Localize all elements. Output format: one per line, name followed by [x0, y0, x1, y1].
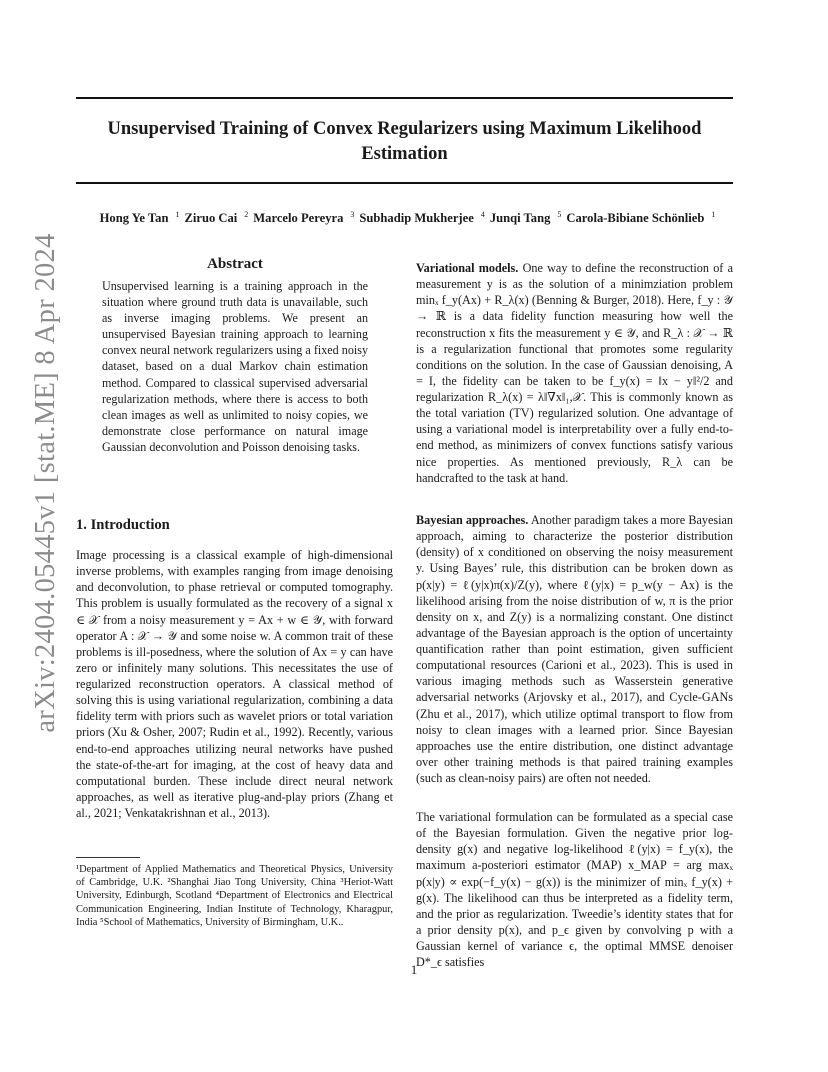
author-name: Carola-Bibiane Schönlieb: [566, 211, 705, 226]
variational-models-heading: Variational models.: [416, 261, 519, 275]
author-affiliation-mark: 3: [350, 210, 355, 219]
author-entry: [95, 211, 180, 225]
page-number: 1: [410, 962, 418, 977]
author-affiliation-mark: 1: [175, 210, 180, 219]
author-affiliation-mark: 4: [480, 210, 485, 219]
author-entry: [485, 211, 562, 225]
author-affiliation-mark: 2: [244, 210, 249, 219]
author-entry: [561, 211, 715, 225]
author-name: Marcelo Pereyra: [253, 211, 344, 226]
arxiv-identifier[interactable]: arXiv:2404.05445v1 [stat.ME] 8 Apr 2024: [30, 233, 61, 733]
bayesian-approaches-text: Another paradigm takes a more Bayesian approach, aiming to characterize the posterior distribution (density) of x conditioned on observing the noisy measurement y. Using Bayes’ rule, this distribution can be broken down as p(x|y) = ℓ(y|x)π(x)/Z(y), where ℓ(y|x) = p_w(y − Ax) is the likelihood arising from the noise distribution of w, π is the prior density on x, and Z(y) is a normalizing constant. One distinct advantage of the Bayesian approach is the option of uncertainty quantification rather than point estimation, given sufficient computational resources (Carioni et al., 2023). This is used in various imaging methods such as Wasserstein generative adversarial networks (Arjovsky et al., 2017), and Cycle-GANs (Zhu et al., 2017), which utilize optimal transport to flow from noisy to clean images with a learned prior. Since Bayesian approaches use the entire distribution, one distinct advantage over other training methods is that paired training examples (such as clean-noisy pairs) are often not needed.: [416, 513, 733, 785]
author-entry: [179, 211, 248, 225]
affiliations-footnote: ¹Department of Applied Mathematics and Theoretical Physics, University of Cambridge, U.K. ²Shanghai Jiao Tong University, China ³Heriot-Watt University, Edinburgh, Scotland ⁴Department of Electronics and Electrical Communication Engineering, Indian Institute of Technology, Kharagpur, India ⁵School of Mathematics, University of Birmingham, U.K..: [76, 864, 393, 928]
author-list: [70, 210, 740, 226]
author-name: Ziruo Cai: [184, 211, 238, 226]
author-entry: [248, 211, 354, 225]
abstract-heading: Abstract: [207, 256, 263, 272]
footnote-divider: [76, 857, 140, 858]
abstract-text: Unsupervised learning is a training approach in the situation where ground truth data is unavailable, such as inverse imaging problems. We present an unsupervised Bayesian training approach to learning convex neural network regularizers using a fixed noisy dataset, based on a dual Markov chain estimation method. Compared to classical supervised adversarial regularization methods, where there is access to both clean images as well as unlimited to noisy copies, we demonstrate close performance on natural image Gaussian deconvolution and Poisson denoising tasks.: [102, 279, 368, 454]
author-affiliation-mark: 5: [557, 210, 562, 219]
introduction-heading: 1. Introduction: [76, 517, 170, 533]
variational-models-text: One way to define the reconstruction of a measurement y is as the solution of a minimziation problem minₓ f_y(Ax) + R_λ(x) (Benning & Burger, 2018). Here, f_y : 𝒴 → ℝ is a data fidelity function measuring how well the reconstruction x fits the measurement y ∈ 𝒴, and R_λ : 𝒳 → ℝ is a regularization functional that promotes some regularity conditions on the solution. In the case of Gaussian denoising, A = I, the fidelity can be taken to be f_y(x) = ‖x − y‖²/2 and regularization R_λ(x) = λ‖∇x‖₁,𝒳. This is commonly known as the total variation (TV) regularized solution. One advantage of using a variational model is interpretability over a fully end-to-end method, as minimizers of convex functions satisfy various nice properties. As mentioned previously, R_λ can be handcrafted to the task at hand.: [416, 261, 733, 485]
author-affiliation-mark: 1: [711, 210, 716, 219]
title-rule-bottom: [76, 182, 733, 184]
introduction-text: Image processing is a classical example of high-dimensional inverse problems, with examples ranging from image denoising and deconvolution, to phase retrieval or computed tomography. This problem is usually formulated as the recovery of a signal x ∈ 𝒳 from a noisy measurement y = Ax + w ∈ 𝒴, with forward operator A : 𝒳 → 𝒴 and some noise w. A common trait of these problems is ill-posedness, where the solution of Ax = y can have zero or infinitely many solutions. This necessitates the use of regularized reconstruction operators. A classical method of solving this is using variational regularization, combining a data fidelity term with priors such as wavelet priors or total variation priors (Xu & Osher, 2007; Rudin et al., 1992). Recently, various end-to-end approaches utilizing neural networks have pushed the state-of-the-art for imaging, at the cost of heavy data and computational burden. These include direct neural network approaches, as well as iterative plug-and-play priors (Zhang et al., 2021; Venkatakrishnan et al., 2013).: [76, 548, 393, 820]
title-rule-top: [76, 97, 733, 99]
bayesian-approaches-heading: Bayesian approaches.: [416, 513, 529, 527]
bayesian-approaches-paragraph: [416, 512, 733, 786]
variational-models-paragraph: [416, 260, 733, 486]
variational-formulation-paragraph: The variational formulation can be formulated as a special case of the Bayesian formulation. Given the negative prior log-density g(x) and negative log-likelihood ℓ(y|x) = f_y(x), the maximum a-posteriori estimator (MAP) x_MAP = arg maxₓ p(x|y) ∝ exp(−f_y(x) − g(x)) is the minimizer of minₓ f_y(x) + g(x). The likelihood can thus be interpreted as a fidelity term, and the prior as regularization. Tweedie’s identity states that for a prior density p(x), and p_ϵ given by convolving p with a Gaussian kernel of variance ϵ, the optimal MMSE denoiser D*_ϵ satisfies: [416, 810, 733, 970]
author-entry: [354, 211, 484, 225]
paper-title: Unsupervised Training of Convex Regularizers using Maximum Likelihood Estimation: [107, 119, 702, 164]
author-name: Hong Ye Tan: [99, 211, 169, 226]
author-name: Junqi Tang: [489, 211, 551, 226]
author-name: Subhadip Mukherjee: [359, 211, 474, 226]
